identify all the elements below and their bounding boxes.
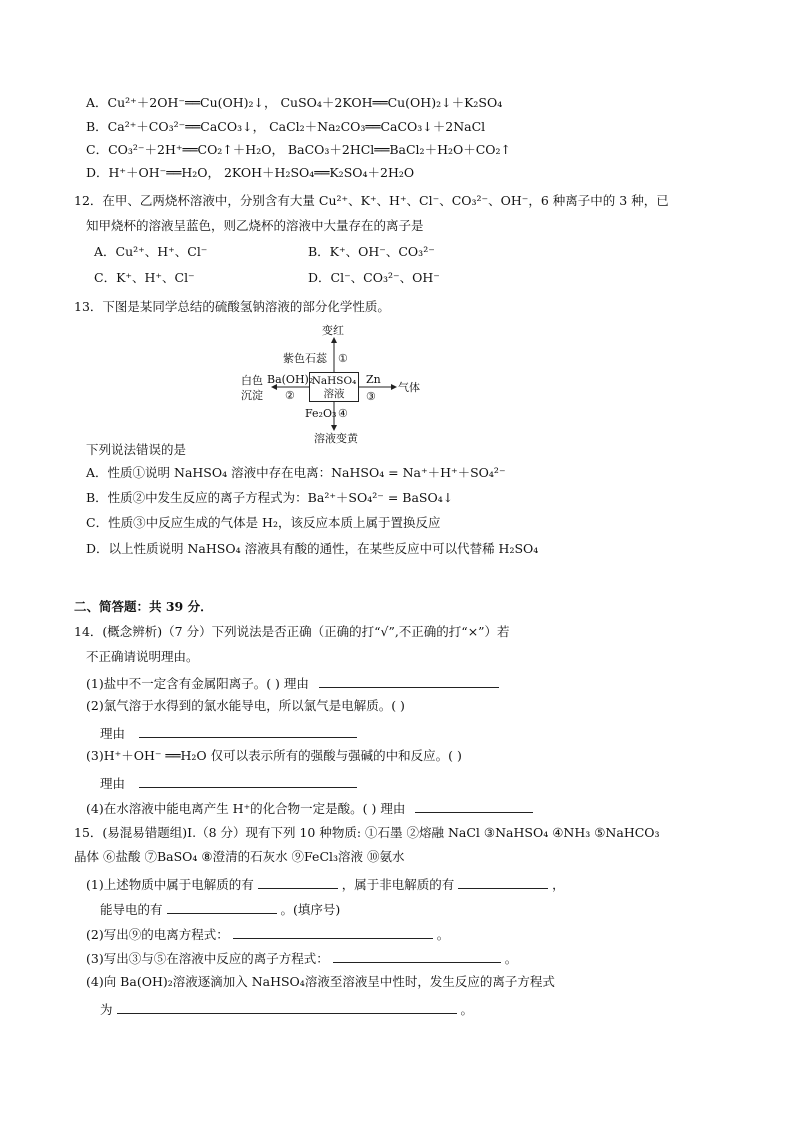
q15-item-2-blank[interactable] (233, 924, 433, 939)
q14-item-2-reason-label: 理由 (100, 726, 126, 741)
q15-item-3-text-a: (3)写出③与⑤在溶液中反应的离子方程式： (86, 951, 329, 966)
q14-item-1-answer-blank[interactable] (319, 673, 499, 688)
diagram-center-box (309, 372, 359, 402)
diagram-center-line2: 溶液 (323, 388, 345, 400)
q15-item-4: (4)向 Ba(OH)₂溶液逐滴加入 NaHSO₄溶液至溶液呈中性时，发生反应的离子方程式 (86, 974, 555, 989)
q14-item-4-text: (4)在水溶液中能电离产生 H⁺的化合物一定是酸。( ) 理由 (86, 801, 406, 816)
q15-item-2-text-b: 。 (436, 927, 450, 942)
q13-option-c: C．性质③中反应生成的气体是 H₂，该反应本质上属于置换反应 (86, 515, 441, 530)
q15-item-1-text-e: 。(填序号) (280, 902, 341, 917)
q15-item-2-text-a: (2)写出⑨的电离方程式： (86, 927, 229, 942)
q14-item-3-answer-blank[interactable] (139, 773, 357, 788)
q15-item-1 (86, 874, 565, 894)
q13-stem: 13．下图是某同学总结的硫酸氢钠溶液的部分化学性质。 (74, 299, 390, 314)
section-title: 二、简答题：共 39 分． (74, 599, 213, 614)
q12-option-a: A．Cu²⁺、H⁺、Cl⁻ (94, 244, 208, 259)
q14-item-1 (86, 673, 499, 693)
q14-item-1-text: (1)盐中不一定含有金属阳离子。( ) 理由 (86, 676, 309, 691)
q15-stem-line1: 15．(易混易错题组)Ⅰ.（8 分）现有下列 10 种物质: ①石墨 ②熔融 NaCl ③NaHSO₄ ④NH₃ ⑤NaHCO₃ (74, 825, 660, 840)
q13-question: 下列说法错误的是 (86, 442, 187, 457)
diagram-left-result-2: 沉淀 (241, 389, 263, 402)
q14-item-3-reason (100, 773, 357, 793)
q11-option-a: A．Cu²⁺＋2OH⁻══Cu(OH)₂↓， CuSO₄＋2KOH══Cu(OH)₂↓＋K₂SO₄ (86, 95, 503, 110)
diagram-right-num: ③ (366, 390, 376, 403)
q13-option-d: D．以上性质说明 NaHSO₄ 溶液具有酸的通性，在某些反应中可以代替稀 H₂SO₄ (86, 541, 539, 556)
q14-stem-line1: 14．(概念辨析)（7 分）下列说法是否正确（正确的打“√”,不正确的打“×”）若 (74, 624, 510, 639)
q12-stem-line2: 知甲烧杯的溶液呈蓝色，则乙烧杯的溶液中大量存在的离子是 (86, 218, 424, 233)
q15-conductive-blank[interactable] (167, 899, 277, 914)
q13-option-b: B．性质②中发生反应的离子方程式为：Ba²⁺＋SO₄²⁻ = BaSO₄↓ (86, 490, 454, 505)
q14-item-2-reason (100, 723, 357, 743)
q15-item-1-text-d: 能导电的有 (100, 902, 163, 917)
q14-item-2: (2)氯气溶于水得到的氯水能导电，所以氯气是电解质。( ) (86, 698, 405, 713)
q14-item-2-answer-blank[interactable] (139, 723, 357, 738)
q15-nonelectrolyte-blank[interactable] (458, 874, 548, 889)
q15-electrolyte-blank[interactable] (258, 874, 338, 889)
q15-item-4-cont (100, 999, 473, 1019)
q14-item-4-answer-blank[interactable] (415, 798, 533, 813)
q12-option-d: D．Cl⁻、CO₃²⁻、OH⁻ (308, 270, 440, 285)
q15-item-1-text-b: ，属于非电解质的有 (341, 877, 455, 892)
q15-item-4-blank[interactable] (117, 999, 457, 1014)
diagram-top-num: ① (338, 352, 348, 365)
q14-item-3-reason-label: 理由 (100, 776, 126, 791)
diagram-center-line1: NaHSO₄ (311, 375, 357, 387)
q15-stem-line2: 晶体 ⑥盐酸 ⑦BaSO₄ ⑧澄清的石灰水 ⑨FeCl₃溶液 ⑩氨水 (74, 849, 405, 864)
nahso4-property-diagram (230, 322, 430, 448)
diagram-left-num: ② (285, 389, 295, 402)
q15-item-2 (86, 924, 449, 944)
diagram-left-reagent: Ba(OH)₂ (267, 373, 314, 386)
diagram-bottom-reagent: Fe₂O₃ (305, 407, 337, 420)
q13-option-a: A．性质①说明 NaHSO₄ 溶液中存在电离：NaHSO₄ = Na⁺＋H⁺＋SO₄²⁻ (86, 465, 506, 480)
q12-option-c: C．K⁺、H⁺、Cl⁻ (94, 270, 195, 285)
q15-item-4-text-c: 。 (460, 1002, 473, 1017)
q14-stem-line2: 不正确请说明理由。 (86, 649, 199, 664)
q15-item-3-blank[interactable] (333, 948, 501, 963)
q14-item-4 (86, 798, 533, 818)
q15-item-1-text-c: ， (552, 877, 565, 892)
q15-item-3 (86, 948, 517, 968)
q15-item-1-text-a: (1)上述物质中属于电解质的有 (86, 877, 254, 892)
q15-item-4-text-b: 为 (100, 1002, 113, 1017)
q11-option-c: C．CO₃²⁻＋2H⁺══CO₂↑＋H₂O， BaCO₃＋2HCl══BaCl₂＋H₂O＋CO₂↑ (86, 142, 512, 157)
q15-item-3-text-b: 。 (504, 951, 518, 966)
diagram-right-result: 气体 (398, 381, 420, 394)
q15-item-1-cont (100, 899, 340, 919)
q11-option-d: D．H⁺＋OH⁻══H₂O， 2KOH＋H₂SO₄══K₂SO₄＋2H₂O (86, 165, 415, 180)
diagram-top-result: 变红 (322, 324, 344, 337)
q14-item-3: (3)H⁺＋OH⁻ ══H₂O 仅可以表示所有的强酸与强碱的中和反应。( ) (86, 748, 462, 763)
diagram-top-reagent: 紫色石蕊 (283, 352, 327, 365)
diagram-left-result-1: 白色 (241, 374, 263, 387)
q12-option-b: B．K⁺、OH⁻、CO₃²⁻ (308, 244, 435, 259)
diagram-bottom-result: 溶液变黄 (314, 432, 358, 445)
q11-option-b: B．Ca²⁺＋CO₃²⁻══CaCO₃↓， CaCl₂＋Na₂CO₃══CaCO₃↓＋2NaCl (86, 119, 486, 134)
diagram-bottom-num: ④ (338, 407, 348, 420)
diagram-right-reagent: Zn (366, 373, 381, 386)
q12-stem-line1: 12．在甲、乙两烧杯溶液中，分别含有大量 Cu²⁺、K⁺、H⁺、Cl⁻、CO₃²⁻、OH⁻，6 种离子中的 3 种，已 (74, 193, 669, 208)
